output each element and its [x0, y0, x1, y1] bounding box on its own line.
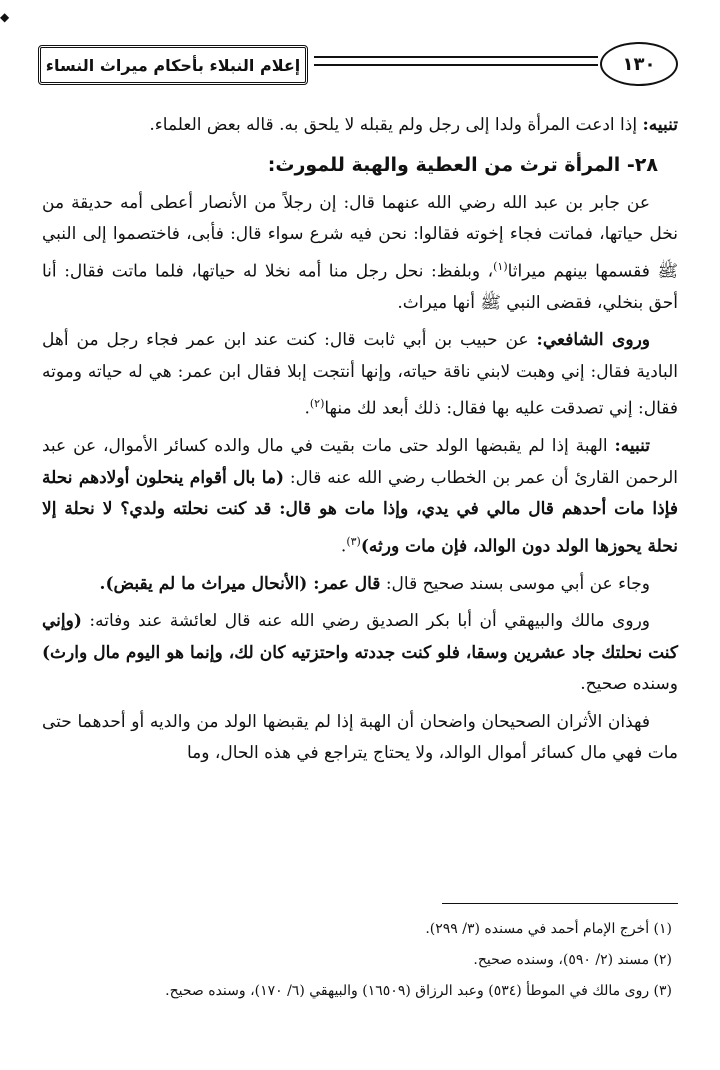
note-text: إذا ادعت المرأة ولدا إلى رجل ولم يقبله لا يلحق به. قاله بعض العلماء.	[149, 115, 643, 135]
header-rule	[314, 56, 598, 66]
paragraph-2	[42, 325, 678, 425]
page-number: ١٣٠	[600, 42, 678, 86]
corner-mark: ◆	[0, 10, 10, 24]
paragraph-1	[42, 188, 678, 320]
footnote-1: (١) أخرج الإمام أحمد في مسنده (٣/ ٢٩٩).	[425, 921, 672, 937]
paragraph-3	[42, 569, 678, 601]
footnote-ref[interactable]: (٣)	[346, 534, 361, 548]
note-label: تنبيه:	[614, 436, 650, 457]
paragraph-text: عن حبيب بن أبي ثابت قال: كنت عند ابن عمر فجاء رجل من أهل البادية فقال: إني وهبت لابني ناقة حياته، وإنها أنتجت إبلا فقال ابن عمر: هي له حياته وموته فقال: إني تصدقت عليه بها فقال: ذلك أبعد لك منها	[42, 330, 678, 419]
note-1	[42, 110, 678, 142]
footnote-ref[interactable]: (١)	[493, 259, 508, 273]
note-2	[42, 431, 678, 563]
quote-bold: (ما بال أقوام ينحلون أولادهم نحلة فإذا مات أحدهم قال مالي في يدي، وإذا مات هو قال: قد كنت نحلته ولدي؟ لا نحلة إلا نحلة يحوزها الولد دون الوالد، فإن مات ورثه)	[42, 467, 678, 557]
page-header	[38, 40, 678, 90]
section-heading: ٢٨- المرأة ترث من العطية والهبة للمورث:	[267, 153, 658, 176]
note-text: .	[340, 536, 347, 557]
footnote-ref[interactable]: (٢)	[309, 397, 325, 411]
paragraph-text: .	[304, 398, 310, 419]
paragraph-text: وروى مالك والبيهقي أن أبا بكر الصديق رضي الله عنه قال لعائشة عند وفاته:	[81, 611, 650, 632]
note-label: تنبيه:	[642, 115, 678, 135]
paragraph-text: وجاء عن أبي موسى بسند صحيح قال:	[380, 573, 650, 594]
footnotes	[42, 914, 678, 1007]
paragraph-text: ، وبلفظ: نحل رجل منا أمه نخلا له حياتها، فلما ماتت فقال: أنا أحق بنخلي، فقضى النبي ﷺ أنها ميراث.	[42, 261, 678, 313]
quote-bold: (وإني كنت نحلتك جاد عشرين وسقا، فلو كنت جددته واحتزتيه كان لك، وإنما هو اليوم مال وارث)	[42, 611, 678, 663]
page-body	[42, 110, 678, 776]
paragraph-5: فهذان الأثران الصحيحان واضحان أن الهبة إذا لم يقبضها الولد من والديه أو أحدهما حتى مات فهي مال كسائر أموال الوالد، ولا يحتاج يتراجع في هذه الحال، وما	[42, 711, 678, 764]
paragraph-4	[42, 606, 678, 701]
quote-bold: قال عمر: (الأنحال ميراث ما لم يقبض).	[99, 573, 381, 594]
paragraph-text: وسنده صحيح.	[580, 674, 678, 695]
paragraph-text: عن جابر بن عبد الله رضي الله عنهما قال: إن رجلاً من الأنصار أعطى أمه حديقة من نخل حياتها، فماتت فجاء إخوته فقالوا: نحن فيه شرع سواء قال: فأبى، فاختصموا إلى النبي ﷺ فقسمها بينهم ميراثا	[42, 192, 678, 282]
footnote-2: (٢) مسند (٢/ ٥٩٠)، وسنده صحيح.	[473, 952, 672, 968]
note-text: الهبة إذا لم يقبضها الولد حتى مات بقيت في مال والده كسائر الأموال، عن عبد الرحمن القارئ أن عمر بن الخطاب رضي الله عنه قال:	[42, 436, 679, 488]
book-title: إعلام النبلاء بأحكام ميراث النساء	[38, 45, 308, 85]
footnote-divider	[442, 903, 678, 904]
footnote-3: (٣) روى مالك في الموطأ (٥٣٤) وعبد الرزاق (١٦٥٠٩) والبيهقي (٦/ ١٧٠)، وسنده صحيح.	[165, 983, 672, 999]
paragraph-label: وروى الشافعي:	[536, 330, 650, 351]
